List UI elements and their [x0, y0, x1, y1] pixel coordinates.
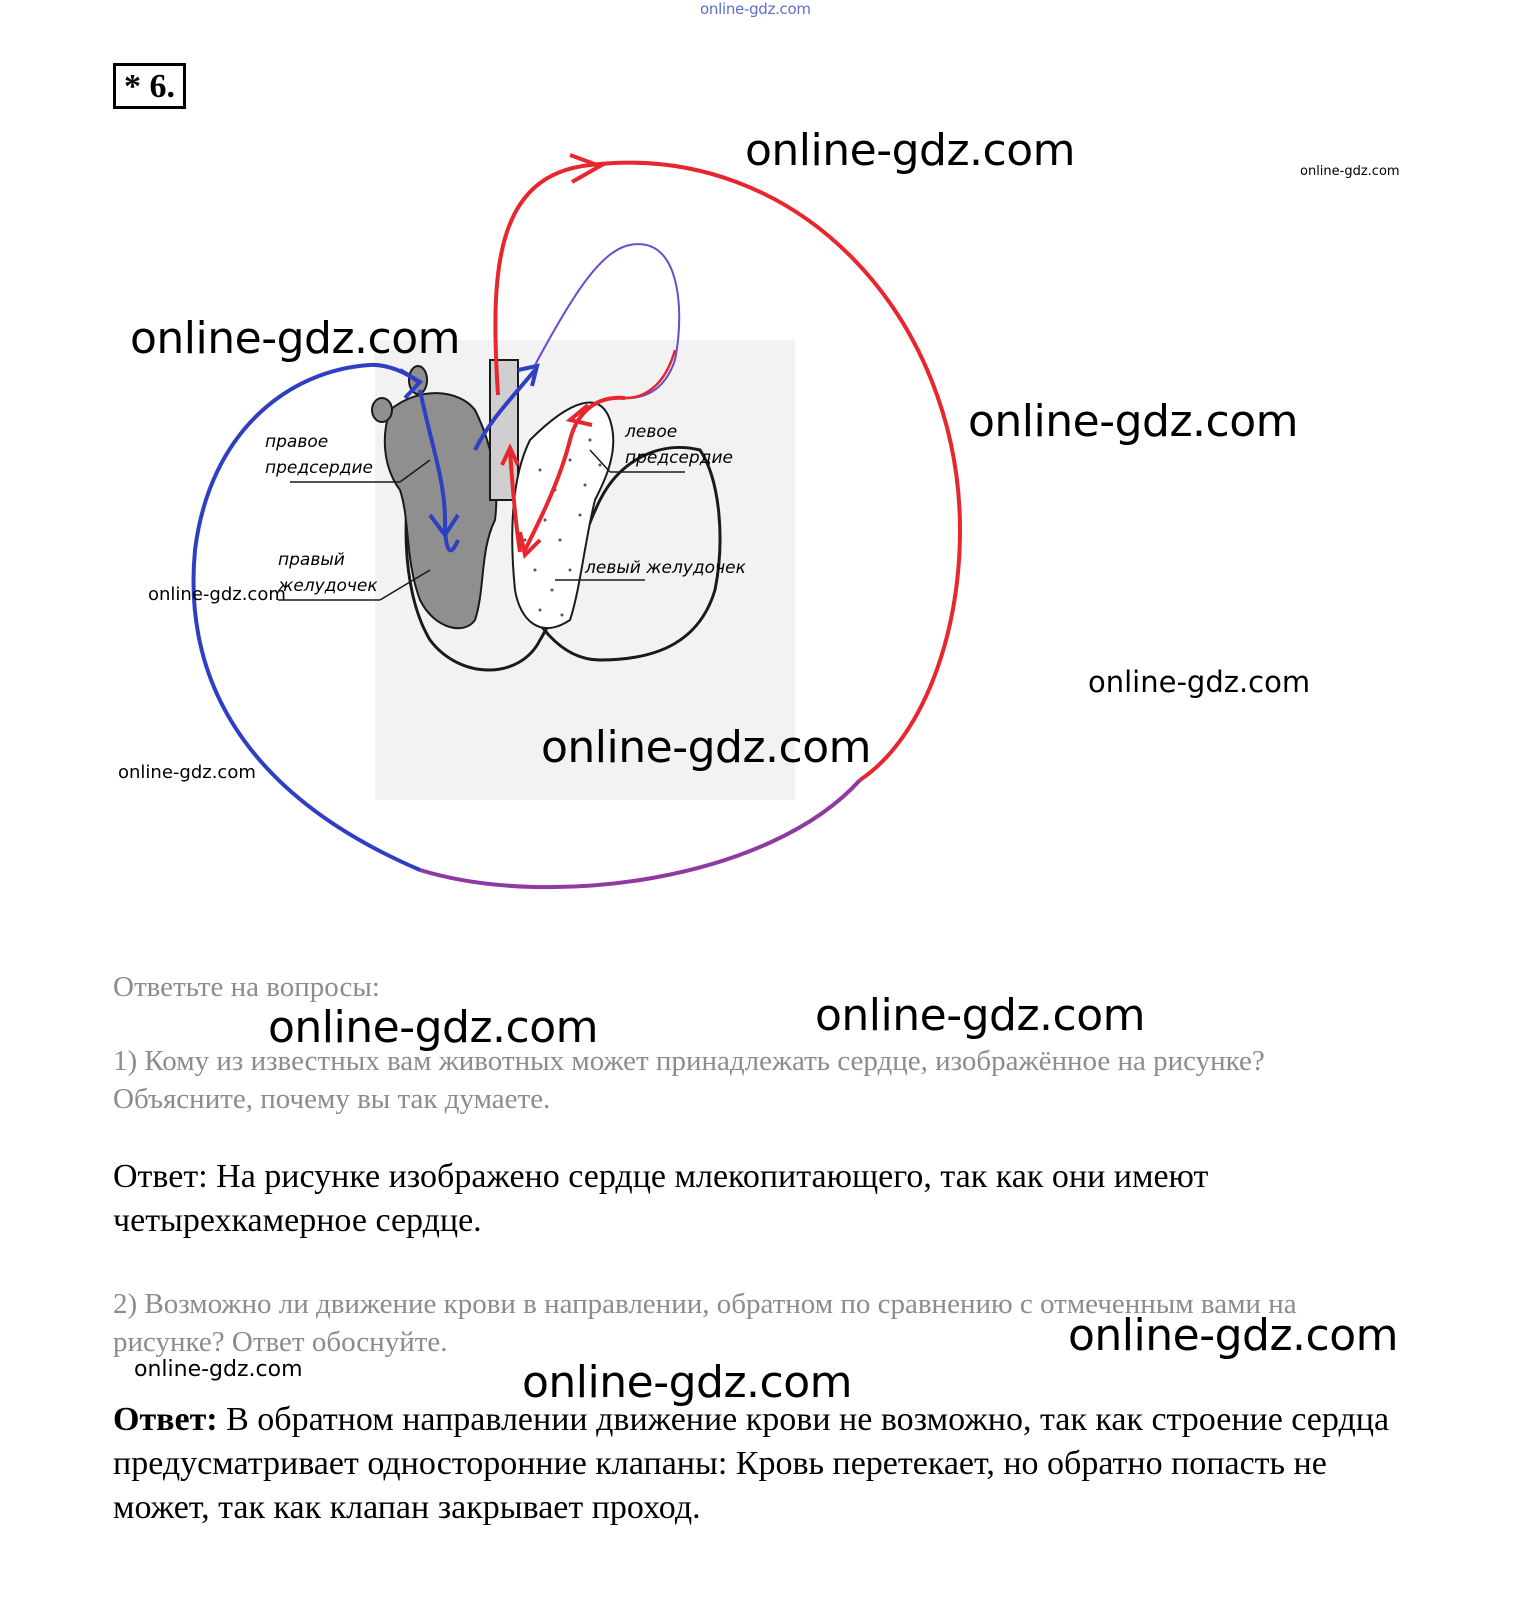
heart-diagram [100, 120, 1000, 940]
answer-2-label: Ответ: [113, 1401, 218, 1438]
watermark-5: online-gdz.com [148, 584, 286, 605]
watermark-7: online-gdz.com [541, 722, 872, 773]
watermark-11: online-gdz.com [1068, 1310, 1399, 1361]
watermark-6: online-gdz.com [1088, 665, 1311, 699]
questions-intro: Ответьте на вопросы: [113, 971, 380, 1003]
watermark-12: online-gdz.com [134, 1357, 303, 1382]
watermark-2: online-gdz.com [1300, 164, 1400, 179]
question-2: 2) Возможно ли движение крови в направлении, обратном по сравнению с отмеченным вами на рисунке? Ответ обоснуйте. [113, 1288, 1297, 1358]
vena-cava [372, 398, 392, 422]
watermark-1: online-gdz.com [745, 125, 1076, 176]
label-left-atrium-2: предсердие [625, 448, 733, 468]
watermark-3: online-gdz.com [130, 313, 461, 364]
answer-2-text: В обратном направлении движение крови не возможно, так как строение сердца предусматривает односторонние клапаны: Кровь перетекает, но обратно попасть не может, так как клапан закрывает проход. [113, 1401, 1390, 1526]
label-right-atrium-1: правое [265, 432, 329, 452]
watermark-8: online-gdz.com [118, 762, 256, 783]
question-1: 1) Кому из известных вам животных может принадлежать сердце, изображённое на рисунке? Объясните, почему вы так думаете. [113, 1045, 1265, 1115]
label-right-atrium-2: предсердие [265, 458, 373, 478]
answer-1: Ответ: На рисунке изображено сердце млекопитающего, так как они имеют четырехкамерное сердце. [113, 1158, 1209, 1239]
answer-2 [113, 1398, 1413, 1530]
heart-diagram-svg [100, 120, 1000, 940]
watermark-4: online-gdz.com [968, 396, 1299, 447]
watermark-9: online-gdz.com [815, 990, 1146, 1041]
watermark-13: online-gdz.com [522, 1357, 853, 1408]
label-right-ventricle-1: правый [278, 550, 345, 570]
label-left-ventricle: левый желудочек [585, 558, 746, 578]
watermark-10: online-gdz.com [268, 1002, 599, 1053]
label-left-atrium-1: левое [625, 422, 678, 442]
task-number: * 6. [113, 63, 186, 109]
label-right-ventricle-2: желудочек [278, 576, 378, 596]
header-watermark: online-gdz.com [700, 0, 811, 18]
